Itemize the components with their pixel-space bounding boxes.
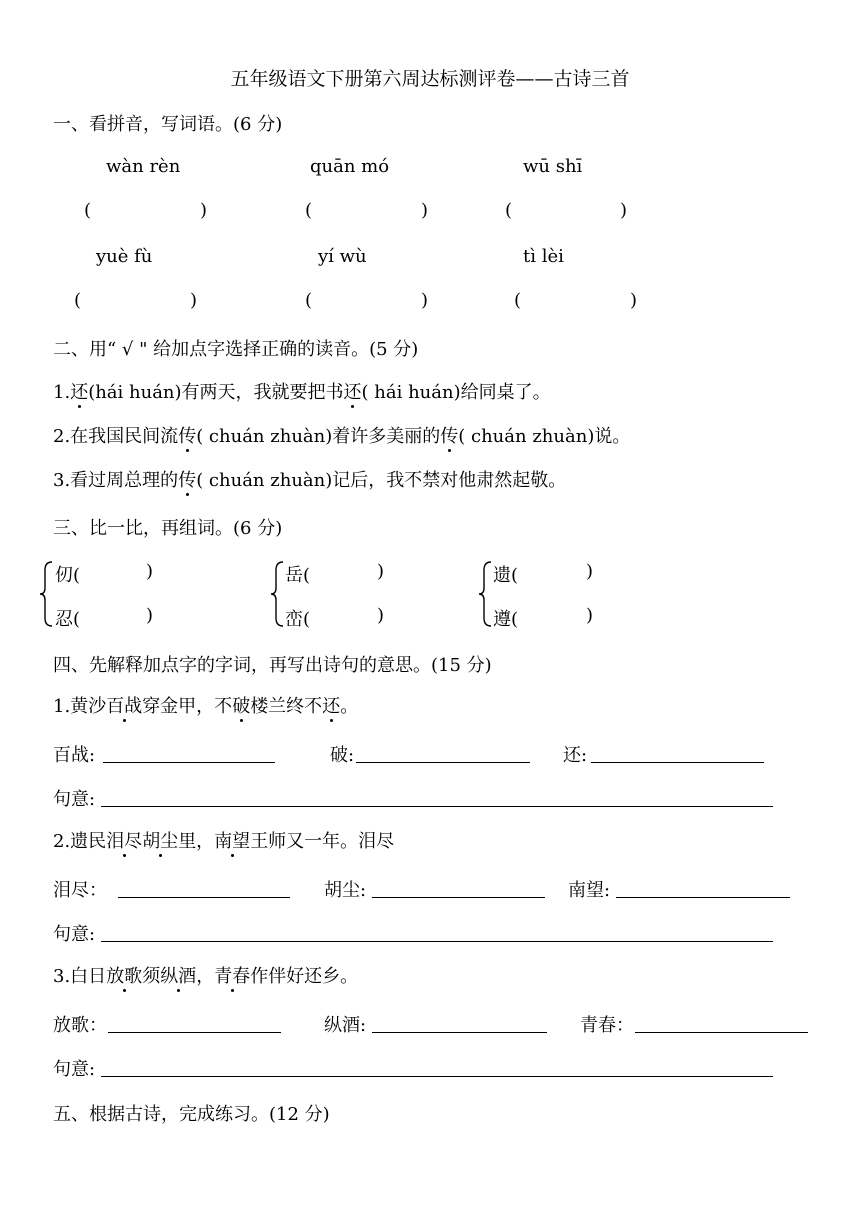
section2-question-3 [53, 466, 566, 492]
poem3-dotted-word-2: 纵酒 [160, 962, 196, 988]
poem1-label-1: 百战: [53, 745, 96, 766]
answer-paren-close-1: ) [200, 200, 208, 221]
brace-icon-2 [269, 560, 285, 628]
poem3-dotted-word-3: 青春 [214, 962, 250, 988]
poem3-label-1: 放歌： [53, 1015, 107, 1036]
q3-dotted-char-1: 传 [178, 466, 196, 492]
q3-text-c: ( chuán zhuàn)记后，我不禁对他肃然起敬。 [196, 470, 567, 491]
section3-heading: 三、比一比，再组词。(6 分) [53, 518, 283, 539]
poem-line-3 [53, 962, 358, 988]
section2-question-2 [53, 422, 630, 448]
poem2-dotted-word-3: 南望 [214, 827, 250, 853]
brace-icon-3 [477, 560, 493, 628]
compare-char-2-bottom: 峦( [285, 609, 311, 630]
answer-paren-close-2: ) [421, 200, 429, 221]
q2-text-a: 2.在我国民间流 [53, 426, 179, 447]
poem1-text-g: 。 [340, 696, 359, 717]
poem3-answer-line-2[interactable] [372, 1032, 547, 1033]
poem2-text-g: 王师又一年。泪尽 [250, 831, 395, 852]
q1-text-c: (hái huán)有两天，我就要把书 [88, 382, 344, 403]
poem3-meaning-line[interactable] [101, 1076, 773, 1077]
compare-close-2-bottom: ) [377, 605, 385, 626]
compare-close-3-bottom: ) [586, 605, 594, 626]
poem1-answer-line-2[interactable] [356, 762, 530, 763]
poem1-answer-line-3[interactable] [591, 762, 764, 763]
compare-close-1-bottom: ) [146, 605, 154, 626]
compare-char-2-top: 岳( [285, 565, 311, 586]
section4-heading: 四、先解释加点字的字词，再写出诗句的意思。(15 分) [53, 655, 492, 676]
answer-paren-close-5: ) [421, 290, 429, 311]
poem1-meaning-label: 句意: [53, 789, 96, 810]
pinyin-2: quān mó [310, 156, 390, 177]
poem2-meaning-line[interactable] [101, 941, 773, 942]
poem3-label-3: 青春： [580, 1015, 634, 1036]
poem3-dotted-word-1: 放歌 [106, 962, 142, 988]
section1-heading: 一、看拼音，写词语。(6 分) [53, 114, 283, 135]
poem3-text-g: 作伴好还乡。 [250, 966, 359, 987]
pinyin-1: wàn rèn [106, 156, 181, 177]
answer-paren-close-6: ) [630, 290, 638, 311]
q1-text-e: ( hái huán)给同桌了。 [361, 382, 551, 403]
pinyin-3: wū shī [523, 156, 583, 177]
poem2-answer-line-3[interactable] [616, 897, 790, 898]
poem-line-2 [53, 827, 394, 853]
poem2-label-2: 胡尘: [324, 880, 367, 901]
compare-char-1-top: 仞( [55, 565, 81, 586]
answer-paren-open-6: ( [514, 290, 522, 311]
answer-paren-open-2: ( [305, 200, 313, 221]
answer-paren-open-1: ( [84, 200, 92, 221]
poem2-dotted-word-1: 泪尽 [106, 827, 142, 853]
q2-text-e: ( chuán zhuàn)说。 [458, 426, 631, 447]
poem1-dotted-word-2: 破 [232, 692, 250, 718]
q3-text-a: 3.看过周总理的 [53, 470, 179, 491]
section2-heading: 二、用“ √ " 给加点字选择正确的读音。(5 分) [53, 339, 419, 360]
q2-dotted-char-1: 传 [178, 422, 196, 448]
poem3-label-2: 纵酒: [324, 1015, 367, 1036]
q2-text-c: ( chuán zhuàn)着许多美丽的 [196, 426, 441, 447]
poem2-label-3: 南望: [568, 880, 611, 901]
poem1-text-a: 1.黄沙 [53, 696, 107, 717]
poem3-text-c: 须 [142, 966, 161, 987]
poem1-answer-line-1[interactable] [103, 762, 275, 763]
poem1-text-c: 穿金甲，不 [142, 696, 233, 717]
section2-question-1 [53, 378, 551, 404]
section5-heading: 五、根据古诗，完成练习。(12 分) [53, 1104, 330, 1125]
poem2-label-1: 泪尽： [53, 880, 107, 901]
compare-close-3-top: ) [586, 561, 594, 582]
answer-paren-open-4: ( [74, 290, 82, 311]
poem2-answer-line-2[interactable] [372, 897, 545, 898]
poem3-answer-line-1[interactable] [108, 1032, 281, 1033]
compare-char-3-top: 遗( [493, 565, 519, 586]
q1-text-a: 1. [53, 382, 71, 403]
page-title: 五年级语文下册第六周达标测评卷——古诗三首 [230, 68, 630, 90]
answer-paren-close-4: ) [190, 290, 198, 311]
poem2-meaning-label: 句意: [53, 924, 96, 945]
answer-paren-open-5: ( [305, 290, 313, 311]
poem1-meaning-line[interactable] [101, 806, 773, 807]
q1-dotted-char-2: 还 [344, 378, 362, 404]
poem1-label-3: 还: [563, 745, 588, 766]
pinyin-6: tì lèi [523, 246, 564, 267]
poem3-text-e: ， [196, 966, 215, 987]
q2-dotted-char-2: 传 [440, 422, 458, 448]
poem2-dotted-word-2: 胡尘 [142, 827, 178, 853]
compare-close-1-top: ) [146, 561, 154, 582]
answer-paren-open-3: ( [505, 200, 513, 221]
compare-char-3-bottom: 遵( [493, 609, 519, 630]
poem3-text-a: 3.白日 [53, 966, 107, 987]
poem1-dotted-word-3: 还 [322, 692, 340, 718]
q1-dotted-char-1: 还 [70, 378, 88, 404]
pinyin-5: yí wù [318, 246, 367, 267]
poem1-dotted-word-1: 百战 [106, 692, 142, 718]
poem3-meaning-label: 句意: [53, 1059, 96, 1080]
brace-icon-1 [38, 560, 54, 628]
poem1-text-e: 楼兰终不 [250, 696, 323, 717]
poem2-answer-line-1[interactable] [118, 897, 290, 898]
pinyin-4: yuè fù [96, 246, 153, 267]
compare-char-1-bottom: 忍( [55, 609, 81, 630]
poem2-text-a: 2.遗民 [53, 831, 107, 852]
poem2-text-e: 里， [178, 831, 215, 852]
answer-paren-close-3: ) [620, 200, 628, 221]
poem3-answer-line-3[interactable] [635, 1032, 808, 1033]
poem-line-1 [53, 692, 358, 718]
compare-close-2-top: ) [377, 561, 385, 582]
poem1-label-2: 破: [330, 745, 355, 766]
